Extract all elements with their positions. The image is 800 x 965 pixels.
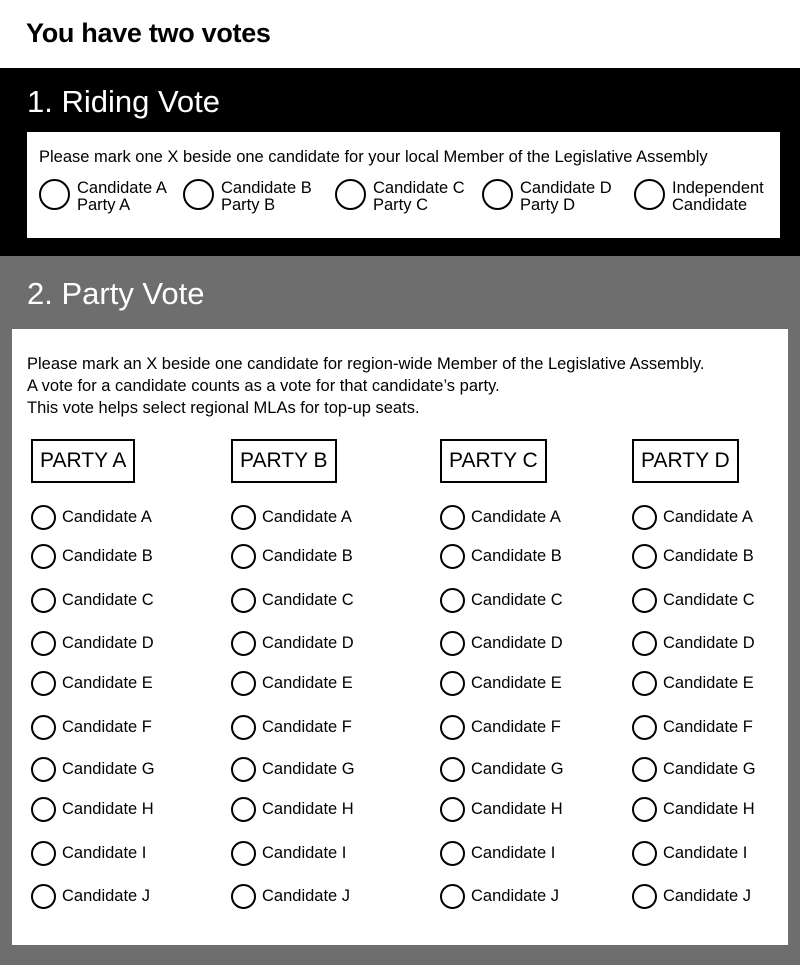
radio-circle[interactable] [231,544,256,569]
candidate-name: Candidate H [62,800,154,818]
option-line1: Candidate D [520,179,612,197]
radio-circle[interactable] [31,715,56,740]
radio-circle[interactable] [440,715,465,740]
party-column-b [231,439,355,905]
candidate-name: Candidate C [62,591,154,609]
party-vote-section [0,256,800,965]
radio-circle[interactable] [31,588,56,613]
candidate-name: Candidate D [262,634,354,652]
candidate-name: Candidate A [62,508,152,526]
radio-circle[interactable] [440,884,465,909]
radio-circle[interactable] [632,884,657,909]
candidate-name: Candidate I [471,844,556,862]
radio-circle[interactable] [440,588,465,613]
radio-circle[interactable] [632,715,657,740]
candidate-name: Candidate E [62,674,153,692]
radio-circle[interactable] [31,631,56,656]
option-line2: Candidate [672,196,748,214]
riding-vote-box [27,132,780,238]
candidate-name: Candidate E [663,674,754,692]
radio-circle[interactable] [31,544,56,569]
candidate-name: Candidate D [471,634,563,652]
radio-circle[interactable] [231,588,256,613]
candidate-name: Candidate F [262,718,352,736]
option-line1: Candidate C [373,179,465,197]
candidate-name: Candidate A [471,508,561,526]
radio-circle[interactable] [231,715,256,740]
party-label: PARTY A [31,439,135,483]
candidate-name: Candidate B [262,547,353,565]
radio-circle[interactable] [335,179,366,210]
candidate-name: Candidate A [663,508,753,526]
radio-circle[interactable] [632,671,657,696]
candidate-name: Candidate B [471,547,562,565]
party-column-d [632,439,756,905]
radio-circle[interactable] [634,179,665,210]
radio-circle[interactable] [632,631,657,656]
radio-circle[interactable] [632,505,657,530]
radio-circle[interactable] [231,757,256,782]
candidate-name: Candidate H [663,800,755,818]
candidate-name: Candidate B [62,547,153,565]
page-title: You have two votes [26,18,271,48]
candidate-name: Candidate B [663,547,754,565]
riding-vote-heading: 1. Riding Vote [27,84,221,119]
candidate-name: Candidate J [471,887,560,905]
party-vote-heading: 2. Party Vote [27,276,205,311]
radio-circle[interactable] [440,841,465,866]
candidate-name: Candidate F [62,718,152,736]
candidate-name: Candidate I [62,844,147,862]
option-line2: Party B [221,196,276,214]
radio-circle[interactable] [231,841,256,866]
radio-circle[interactable] [231,884,256,909]
radio-circle[interactable] [183,179,214,210]
radio-circle[interactable] [231,505,256,530]
candidate-name: Candidate D [62,634,154,652]
radio-circle[interactable] [231,797,256,822]
instruction-line: Please mark an X beside one candidate for region-wide Member of the Legislative Assembly. [27,355,705,373]
option-line1: Candidate B [221,179,312,197]
candidate-name: Candidate G [663,760,756,778]
option-line2: Party C [373,196,429,214]
party-label: PARTY B [231,439,337,483]
radio-circle[interactable] [632,797,657,822]
candidate-name: Candidate E [262,674,353,692]
riding-instruction: Please mark one X beside one candidate for your local Member of the Legislative Assembly [39,148,708,166]
radio-circle[interactable] [440,797,465,822]
radio-circle[interactable] [39,179,70,210]
party-label: PARTY C [440,439,547,483]
candidate-name: Candidate C [663,591,755,609]
candidate-name: Candidate I [663,844,748,862]
party-label: PARTY D [632,439,739,483]
party-vote-box [12,329,788,945]
candidate-name: Candidate I [262,844,347,862]
candidate-name: Candidate A [262,508,352,526]
radio-circle[interactable] [440,671,465,696]
radio-circle[interactable] [440,505,465,530]
candidate-name: Candidate E [471,674,562,692]
riding-vote-section [0,68,800,256]
radio-circle[interactable] [31,841,56,866]
candidate-name: Candidate G [62,760,155,778]
option-line1: Independent [672,179,764,197]
candidate-name: Candidate J [262,887,351,905]
radio-circle[interactable] [632,588,657,613]
radio-circle[interactable] [31,757,56,782]
candidate-name: Candidate G [471,760,564,778]
candidate-name: Candidate C [471,591,563,609]
candidate-name: Candidate H [471,800,563,818]
instruction-line: This vote helps select regional MLAs for top-up seats. [27,399,420,417]
radio-circle[interactable] [632,544,657,569]
radio-circle[interactable] [31,505,56,530]
candidate-name: Candidate J [663,887,752,905]
radio-circle[interactable] [31,797,56,822]
radio-circle[interactable] [632,841,657,866]
radio-circle[interactable] [632,757,657,782]
party-column-c [440,439,564,905]
radio-circle[interactable] [440,757,465,782]
radio-circle[interactable] [31,671,56,696]
option-line1: Candidate A [77,179,167,197]
radio-circle[interactable] [231,631,256,656]
instruction-line: A vote for a candidate counts as a vote for that candidate’s party. [27,377,500,395]
radio-circle[interactable] [440,544,465,569]
party-instruction [27,353,704,419]
radio-circle[interactable] [482,179,513,210]
candidate-name: Candidate F [663,718,753,736]
party-column-a [31,439,155,905]
candidate-name: Candidate J [62,887,151,905]
radio-circle[interactable] [31,884,56,909]
candidate-name: Candidate F [471,718,561,736]
radio-circle[interactable] [440,631,465,656]
option-line2: Party D [520,196,576,214]
candidate-name: Candidate C [262,591,354,609]
candidate-name: Candidate G [262,760,355,778]
option-line2: Party A [77,196,131,214]
radio-circle[interactable] [231,671,256,696]
candidate-name: Candidate D [663,634,755,652]
candidate-name: Candidate H [262,800,354,818]
